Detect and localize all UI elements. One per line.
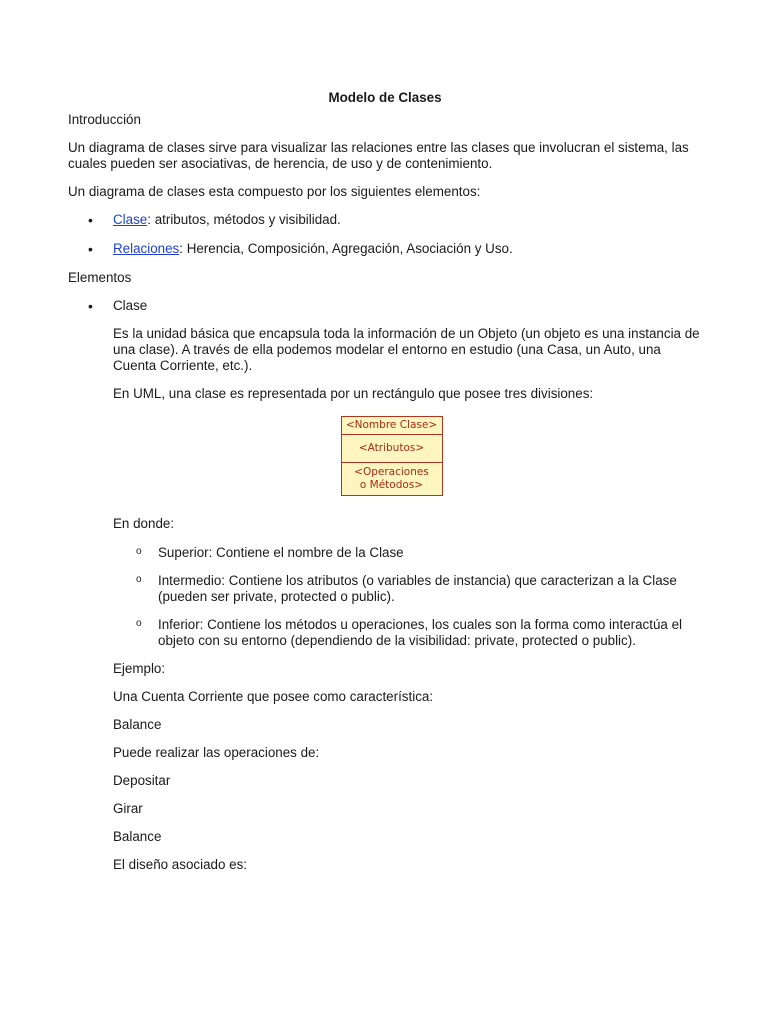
uml-class-box bbox=[341, 416, 443, 496]
elements-list bbox=[68, 212, 702, 257]
elements-label: Elementos bbox=[68, 270, 132, 285]
example-section bbox=[68, 661, 702, 873]
clase-link[interactable]: Clase bbox=[113, 212, 148, 227]
relaciones-link[interactable]: Relaciones bbox=[113, 241, 180, 256]
division-intermedio: o Intermedio: Contiene los atributos (o variables de instancia) que caracterizan a la Clase (pueden ser private, protected o public). bbox=[113, 573, 702, 605]
uml-class-name: <Nombre Clase> bbox=[342, 417, 442, 435]
intro-label: Introducción bbox=[68, 112, 141, 127]
clase-paragraph: Es la unidad básica que encapsula toda la información de un Objeto (un objeto es una instancia de una clase). A través de ella podemos modelar el entorno en estudio (una Casa, un Auto, una Cuenta Corriente, etc.). bbox=[113, 326, 700, 373]
ejemplo-label: Ejemplo: bbox=[113, 661, 166, 676]
uml-operations-line2: o Métodos> bbox=[359, 479, 424, 491]
clase-section-list bbox=[68, 298, 702, 314]
en-donde-label: En donde: bbox=[113, 516, 175, 531]
relaciones-description: : Herencia, Composición, Agregación, Asociación y Uso. bbox=[179, 241, 513, 256]
uml-class-operations bbox=[342, 463, 442, 495]
elements-intro: Un diagrama de clases esta compuesto por los siguientes elementos: bbox=[68, 184, 481, 199]
uml-class-attributes: <Atributos> bbox=[342, 435, 442, 463]
example-line: Balance bbox=[113, 717, 162, 732]
clase-bullet: • Clase bbox=[68, 298, 702, 314]
divisions-list bbox=[68, 545, 702, 649]
intro-paragraph: Un diagrama de clases sirve para visualizar las relaciones entre las clases que involucran el sistema, las cuales pueden ser asociativas, de herencia, de uso y de contenimiento. bbox=[68, 140, 689, 171]
clase-section bbox=[68, 326, 702, 532]
example-line: Una Cuenta Corriente que posee como característica: bbox=[113, 689, 434, 704]
list-item-clase bbox=[68, 212, 702, 228]
division-superior: o Superior: Contiene el nombre de la Clase bbox=[113, 545, 702, 561]
example-line: Puede realizar las operaciones de: bbox=[113, 745, 320, 760]
division-inferior: o Inferior: Contiene los métodos u operaciones, los cuales son la forma como interactúa el objeto con su entorno (dependiendo de la visibilidad: private, protected o public). bbox=[113, 617, 702, 649]
uml-paragraph: En UML, una clase es representada por un rectángulo que posee tres divisiones: bbox=[113, 386, 594, 401]
page-title: Modelo de Clases bbox=[328, 90, 442, 105]
clase-description: : atributos, métodos y visibilidad. bbox=[147, 212, 341, 227]
example-line: Depositar bbox=[113, 773, 171, 788]
document-page bbox=[68, 90, 702, 885]
example-line: Balance bbox=[113, 829, 162, 844]
uml-diagram-wrapper bbox=[113, 416, 702, 496]
list-item-relaciones bbox=[68, 241, 702, 257]
example-line: Girar bbox=[113, 801, 143, 816]
example-line: El diseño asociado es: bbox=[113, 857, 247, 872]
uml-operations-line1: <Operaciones bbox=[354, 466, 429, 478]
